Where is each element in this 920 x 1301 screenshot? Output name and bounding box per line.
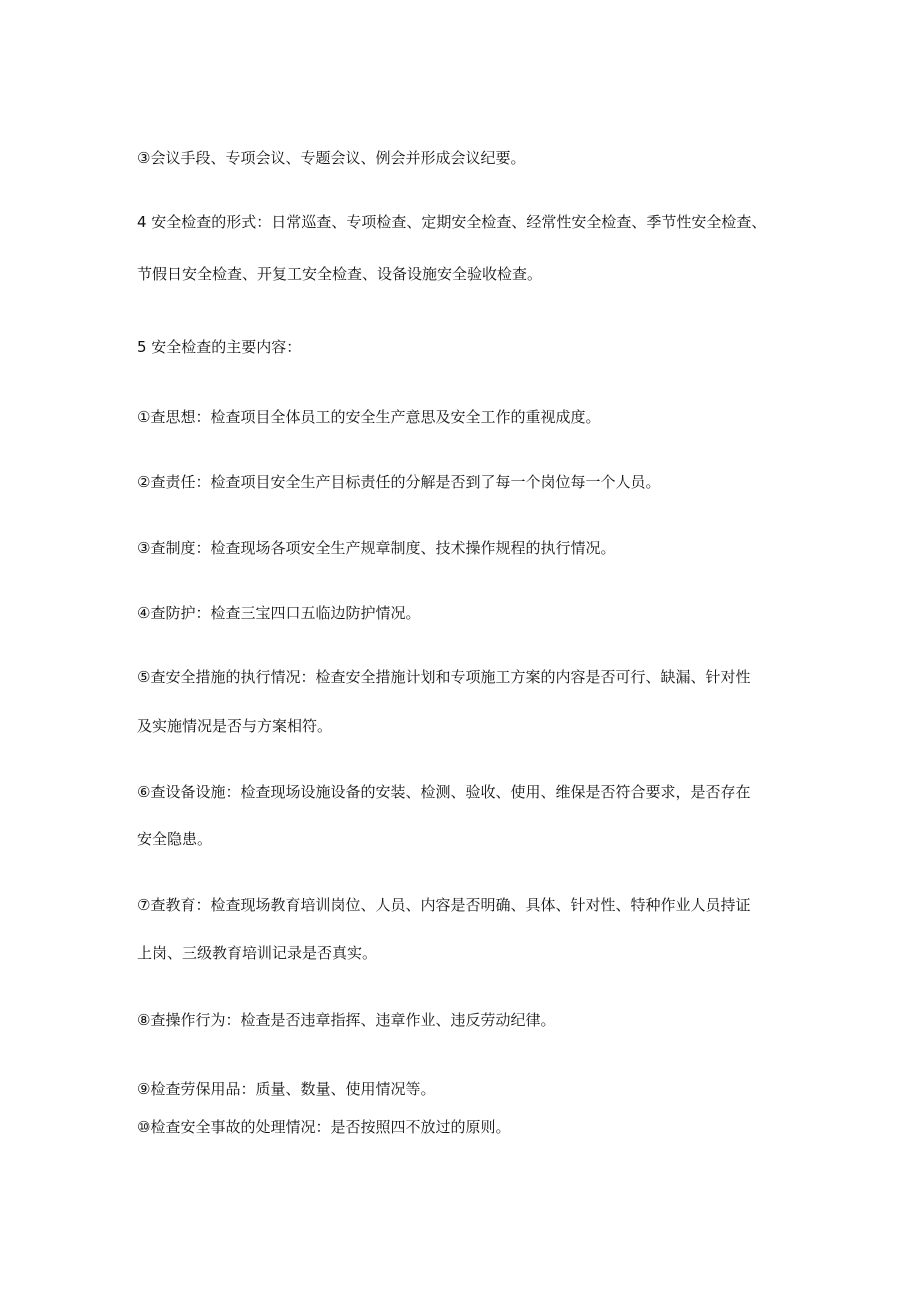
text-line-check-education-cont: 上岗、三级教育培训记录是否真实。 [137,944,378,962]
text-line-check-equipment-cont: 安全隐患。 [137,830,213,848]
text-line-meeting-methods: ③会议手段、专项会议、专题会议、例会并形成会议纪要。 [137,149,526,167]
text-line-inspection-forms: 4 安全检查的形式：日常巡查、专项检查、定期安全检查、经常性安全检查、季节性安全检查、 [137,213,767,231]
text-line-check-thought: ①查思想：检查项目全体员工的安全生产意思及安全工作的重视成度。 [137,408,601,426]
text-line-check-measures: ⑤查安全措施的执行情况：检查安全措施计划和专项施工方案的内容是否可行、缺漏、针对性 [137,668,751,686]
text-line-check-accidents: ⑩检查安全事故的处理情况：是否按照四不放过的原则。 [137,1118,511,1136]
text-line-inspection-content-heading: 5 安全检查的主要内容： [137,338,302,356]
text-line-check-equipment: ⑥查设备设施：检查现场设施设备的安装、检测、验收、使用、维保是否符合要求，是否存在 [137,783,751,801]
text-line-check-operation: ⑧查操作行为：检查是否违章指挥、违章作业、违反劳动纪律。 [137,1011,556,1029]
text-line-check-system: ③查制度：检查现场各项安全生产规章制度、技术操作规程的执行情况。 [137,539,616,557]
text-line-check-protection: ④查防护：检查三宝四口五临边防护情况。 [137,604,421,622]
text-line-check-education: ⑦查教育：检查现场教育培训岗位、人员、内容是否明确、具体、针对性、特种作业人员持证 [137,896,751,914]
text-line-check-responsibility: ②查责任：检查项目安全生产目标责任的分解是否到了每一个岗位每一个人员。 [137,473,661,491]
text-line-check-ppe: ⑨检查劳保用品：质量、数量、使用情况等。 [137,1080,436,1098]
text-line-check-measures-cont: 及实施情况是否与方案相符。 [137,717,333,735]
text-line-inspection-forms-cont: 节假日安全检查、开复工安全检查、设备设施安全验收检查。 [137,265,543,283]
